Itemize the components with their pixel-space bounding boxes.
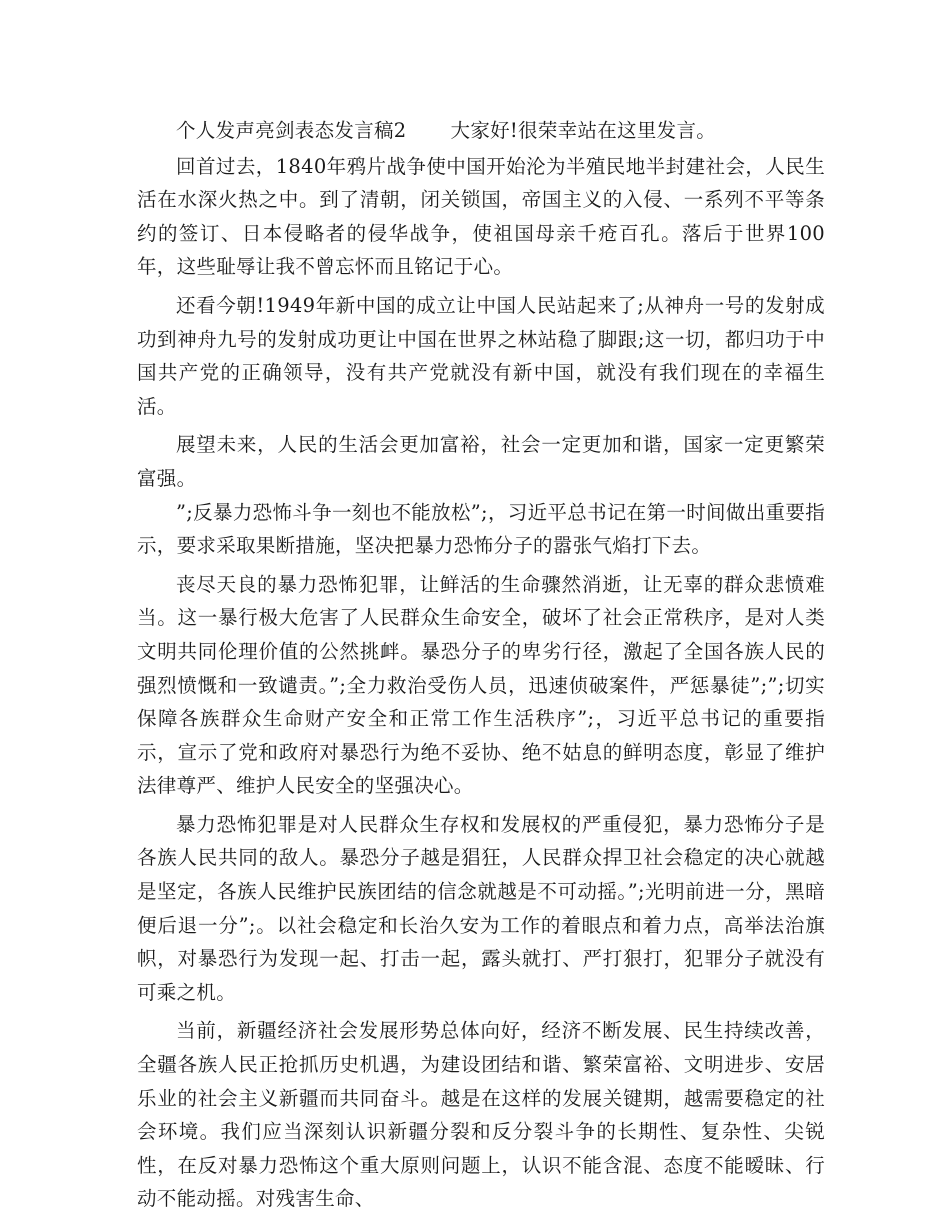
greeting-text: 大家好!很荣幸站在这里发言。	[450, 119, 717, 142]
title-line	[137, 114, 825, 148]
paragraph-looking-back: 回首过去，1840年鸦片战争使中国开始沦为半殖民地半封建社会，人民生活在水深火热之中。到了清朝，闭关锁国，帝国主义的入侵、一系列不平等条约的签订、日本侵略者的侵华战争，使祖国母亲千疮百孔。落后于世界100年，这些耻辱让我不曾忘怀而且铭记于心。	[137, 154, 825, 279]
paragraph-future: 展望未来，人民的生活会更加富裕，社会一定更加和谐，国家一定更繁荣富强。	[137, 433, 825, 490]
paragraph-enemy: 暴力恐怖犯罪是对人民群众生存权和发展权的严重侵犯，暴力恐怖分子是各族人民共同的敌人。暴恐分子越是猖狂，人民群众捍卫社会稳定的决心就越是坚定，各族人民维护民族团结的信念就越是不可动摇。”;光明前进一分，黑暗便后退一分”;。以社会稳定和长治久安为工作的着眼点和着力点，高举法治旗帜，对暴恐行为发现一起、打击一起，露头就打、严打狠打，犯罪分子就没有可乘之机。	[137, 812, 825, 1004]
paragraph-instruction: ”;反暴力恐怖斗争一刻也不能放松”;，习近平总书记在第一时间做出重要指示，要求采取果断措施，坚决把暴力恐怖分子的嚣张气焰打下去。	[137, 500, 825, 558]
paragraph-today: 还看今朝!1949年新中国的成立让中国人民站起来了;从神舟一号的发射成功到神舟九号的发射成功更让中国在世界之林站稳了脚跟;这一切，都归功于中国共产党的正确领导，没有共产党就没有新中国，就没有我们现在的幸福生活。	[137, 293, 825, 418]
document-body	[137, 114, 825, 1216]
paragraph-current: 当前，新疆经济社会发展形势总体向好，经济不断发展、民生持续改善，全疆各族人民正抢抓历史机遇，为建设团结和谐、繁荣富裕、文明进步、安居乐业的社会主义新疆而共同奋斗。越是在这样的发展关键期，越需要稳定的社会环境。我们应当深刻认识新疆分裂和反分裂斗争的长期性、复杂性、尖锐性，在反对暴力恐怖这个重大原则问题上，认识不能含混、态度不能暧昧、行动不能动摇。对残害生命、	[137, 1019, 825, 1211]
document-title: 个人发声亮剑表态发言稿2	[176, 119, 407, 142]
paragraph-crime: 丧尽天良的暴力恐怖犯罪，让鲜活的生命骤然消逝，让无辜的群众悲愤难当。这一暴行极大危害了人民群众生命安全，破坏了社会正常秩序，是对人类文明共同伦理价值的公然挑衅。暴恐分子的卑劣行径，激起了全国各族人民的强烈愤慨和一致谴责。”;全力救治受伤人员，迅速侦破案件，严惩暴徒”;”;切实保障各族群众生命财产安全和正常工作生活秩序”;，习近平总书记的重要指示，宣示了党和政府对暴恐行为绝不妥协、绝不姑息的鲜明态度，彰显了维护法律尊严、维护人民安全的坚强决心。	[137, 572, 825, 798]
